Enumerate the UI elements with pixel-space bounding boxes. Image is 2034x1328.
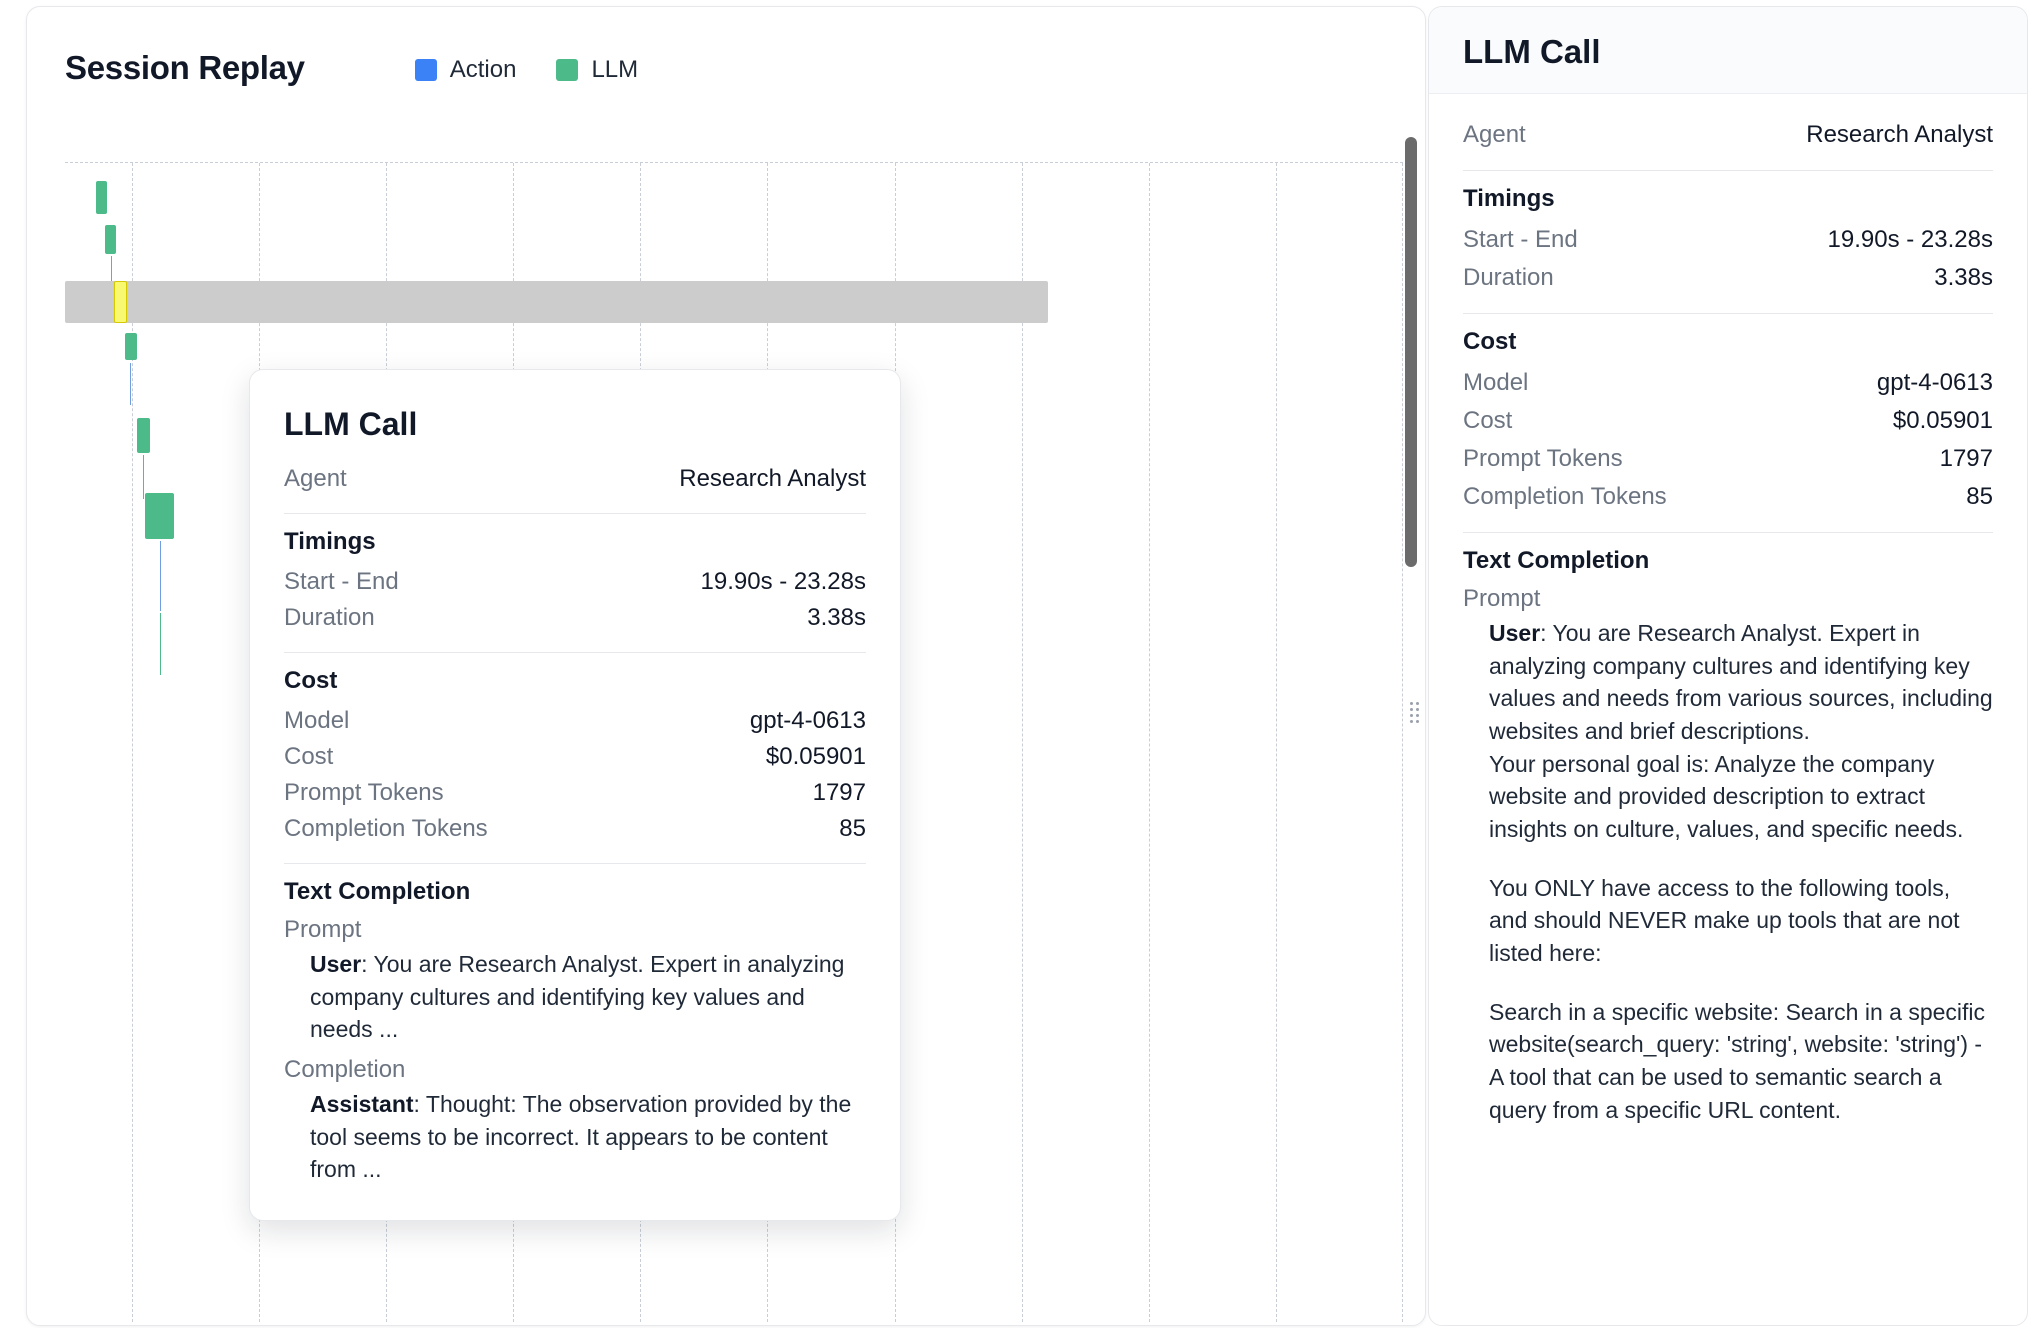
square-swatch-action-icon — [415, 59, 437, 81]
details-header — [1429, 7, 2027, 94]
tooltip-duration-value: 3.38s — [807, 604, 866, 631]
tooltip-agent-value: Research Analyst — [679, 465, 866, 492]
details-cost-row — [1463, 402, 1993, 440]
tooltip-completion-tokens-row — [284, 811, 866, 847]
gridline — [1149, 163, 1150, 1322]
timeline-bar-llm[interactable] — [145, 493, 174, 539]
tooltip-completion-text — [284, 1088, 866, 1186]
details-agent-key: Agent — [1463, 121, 1526, 148]
timeline-connector — [160, 613, 161, 675]
grip-dot-icon — [1416, 714, 1419, 717]
details-duration-key: Duration — [1463, 264, 1554, 291]
grip-dot-icon — [1410, 714, 1413, 717]
square-swatch-llm-icon — [556, 59, 578, 81]
tooltip-text-completion-head: Text Completion — [284, 878, 471, 905]
details-title: LLM Call — [1463, 33, 1601, 70]
page-title: Session Replay — [65, 49, 305, 86]
tooltip-duration-row — [284, 600, 866, 636]
divider — [1463, 532, 1993, 533]
gridline — [1022, 163, 1023, 1322]
tooltip-model-key: Model — [284, 707, 350, 734]
details-model-key: Model — [1463, 369, 1529, 396]
divider — [284, 652, 866, 653]
details-model-row — [1463, 364, 1993, 402]
tooltip-model-value: gpt-4-0613 — [749, 707, 866, 734]
tooltip-completion-label: Completion — [284, 1055, 406, 1083]
tooltip-completion-tokens-value: 85 — [839, 815, 866, 842]
details-prompt-role: User — [1489, 620, 1541, 646]
timeline-scrollbar-thumb[interactable] — [1405, 137, 1417, 567]
timeline-bar-llm[interactable] — [125, 333, 137, 360]
tooltip-duration-key: Duration — [284, 604, 375, 631]
llm-call-tooltip-card — [249, 369, 901, 1221]
llm-call-details-panel — [1428, 6, 2028, 1326]
legend-label-llm: LLM — [591, 56, 639, 83]
gridline — [1276, 163, 1277, 1322]
details-prompt-body-1: : You are Research Analyst. Expert in analyzing company cultures and identifying key values and needs from various sources, including websites and brief descriptions. — [1489, 620, 1993, 744]
details-start-end-row — [1463, 221, 1993, 259]
session-replay-panel — [26, 6, 1426, 1326]
divider — [284, 513, 866, 514]
details-prompt-tokens-value: 1797 — [1939, 445, 1993, 472]
tooltip-prompt-tokens-row — [284, 775, 866, 811]
grip-dot-icon — [1410, 708, 1413, 711]
grip-dot-icon — [1416, 720, 1419, 723]
timeline-bar-llm[interactable] — [137, 418, 150, 453]
tooltip-start-end-row — [284, 564, 866, 600]
panel-splitter-handle[interactable] — [1408, 700, 1422, 726]
details-body[interactable] — [1429, 94, 2027, 1324]
divider — [1463, 313, 1993, 314]
grip-dot-icon — [1410, 720, 1413, 723]
details-prompt-para-2: Your personal goal is: Analyze the company website and provided description to extract insights on culture, values, and specific needs. — [1489, 750, 1964, 842]
tooltip-cost-key: Cost — [284, 743, 334, 770]
tooltip-start-end-value: 19.90s - 23.28s — [700, 568, 866, 595]
details-prompt-para-1 — [1463, 617, 1993, 748]
divider — [1463, 170, 1993, 171]
grip-dot-icon — [1416, 708, 1419, 711]
details-duration-value: 3.38s — [1934, 264, 1993, 291]
details-text-completion-head: Text Completion — [1463, 547, 1650, 574]
timeline-bar-llm[interactable] — [96, 181, 107, 214]
tooltip-prompt-tokens-key: Prompt Tokens — [284, 779, 444, 806]
details-cost-key: Cost — [1463, 407, 1513, 434]
details-prompt-tokens-key: Prompt Tokens — [1463, 445, 1623, 472]
tooltip-prompt-text — [284, 948, 866, 1046]
details-agent-row — [1463, 116, 1993, 154]
panel-header — [27, 7, 1425, 87]
timeline-connector — [130, 363, 131, 405]
details-start-end-value: 19.90s - 23.28s — [1827, 226, 1993, 253]
tooltip-prompt-tokens-value: 1797 — [812, 779, 866, 806]
tooltip-prompt-role: User — [310, 951, 362, 977]
details-start-end-key: Start - End — [1463, 226, 1578, 253]
tooltip-prompt-body: : You are Research Analyst. Expert in analyzing company cultures and identifying key values and needs ... — [310, 951, 845, 1043]
details-duration-row — [1463, 259, 1993, 297]
tooltip-agent-row — [284, 461, 866, 497]
tooltip-agent-key: Agent — [284, 465, 347, 492]
legend-item-llm — [556, 56, 638, 84]
timeline-bar-session[interactable] — [65, 281, 1048, 323]
tooltip-model-row — [284, 703, 866, 739]
details-cost-head: Cost — [1463, 328, 1517, 355]
details-completion-tokens-key: Completion Tokens — [1463, 483, 1667, 510]
timeline-scrollbar[interactable] — [1405, 137, 1417, 1317]
tooltip-title: LLM Call — [284, 406, 418, 442]
grip-dot-icon — [1416, 702, 1419, 705]
details-cost-value: $0.05901 — [1892, 407, 1993, 434]
details-agent-value: Research Analyst — [1806, 121, 1993, 148]
divider — [284, 863, 866, 864]
tooltip-completion-role: Assistant — [310, 1090, 414, 1117]
chart-legend — [415, 56, 638, 84]
details-prompt-label: Prompt — [1463, 585, 1541, 612]
timeline-connector — [160, 541, 161, 611]
gridline — [1402, 163, 1403, 1322]
tooltip-start-end-key: Start - End — [284, 568, 399, 595]
details-timings-head: Timings — [1463, 185, 1555, 212]
tooltip-timings-head: Timings — [284, 528, 376, 555]
timeline-connector — [143, 455, 144, 499]
timeline-bar-selected[interactable] — [114, 281, 127, 323]
tooltip-cost-head: Cost — [284, 667, 338, 694]
timeline-bar-llm[interactable] — [105, 225, 116, 254]
details-prompt-tokens-row — [1463, 440, 1993, 478]
tooltip-cost-value: $0.05901 — [765, 743, 866, 770]
legend-item-action — [415, 56, 517, 84]
details-completion-tokens-row — [1463, 478, 1993, 516]
tooltip-completion-tokens-key: Completion Tokens — [284, 815, 488, 842]
details-model-value: gpt-4-0613 — [1876, 369, 1993, 396]
legend-label-action: Action — [449, 56, 517, 83]
details-completion-tokens-value: 85 — [1966, 483, 1993, 510]
details-prompt-para-4: Search in a specific website: Search in a specific website(search_query: 'string', website: 'string') - A tool that can be used to semantic search a query from a specific URL content. — [1489, 998, 1986, 1123]
details-prompt-para-3: You ONLY have access to the following tools, and should NEVER make up tools that are not listed here: — [1489, 874, 1960, 966]
tooltip-completion-body: : Thought: The observation provided by the tool seems to be incorrect. It appears to be content from ... — [310, 1090, 852, 1183]
tooltip-prompt-label: Prompt — [284, 916, 362, 943]
tooltip-cost-row — [284, 739, 866, 775]
grip-dot-icon — [1410, 702, 1413, 705]
